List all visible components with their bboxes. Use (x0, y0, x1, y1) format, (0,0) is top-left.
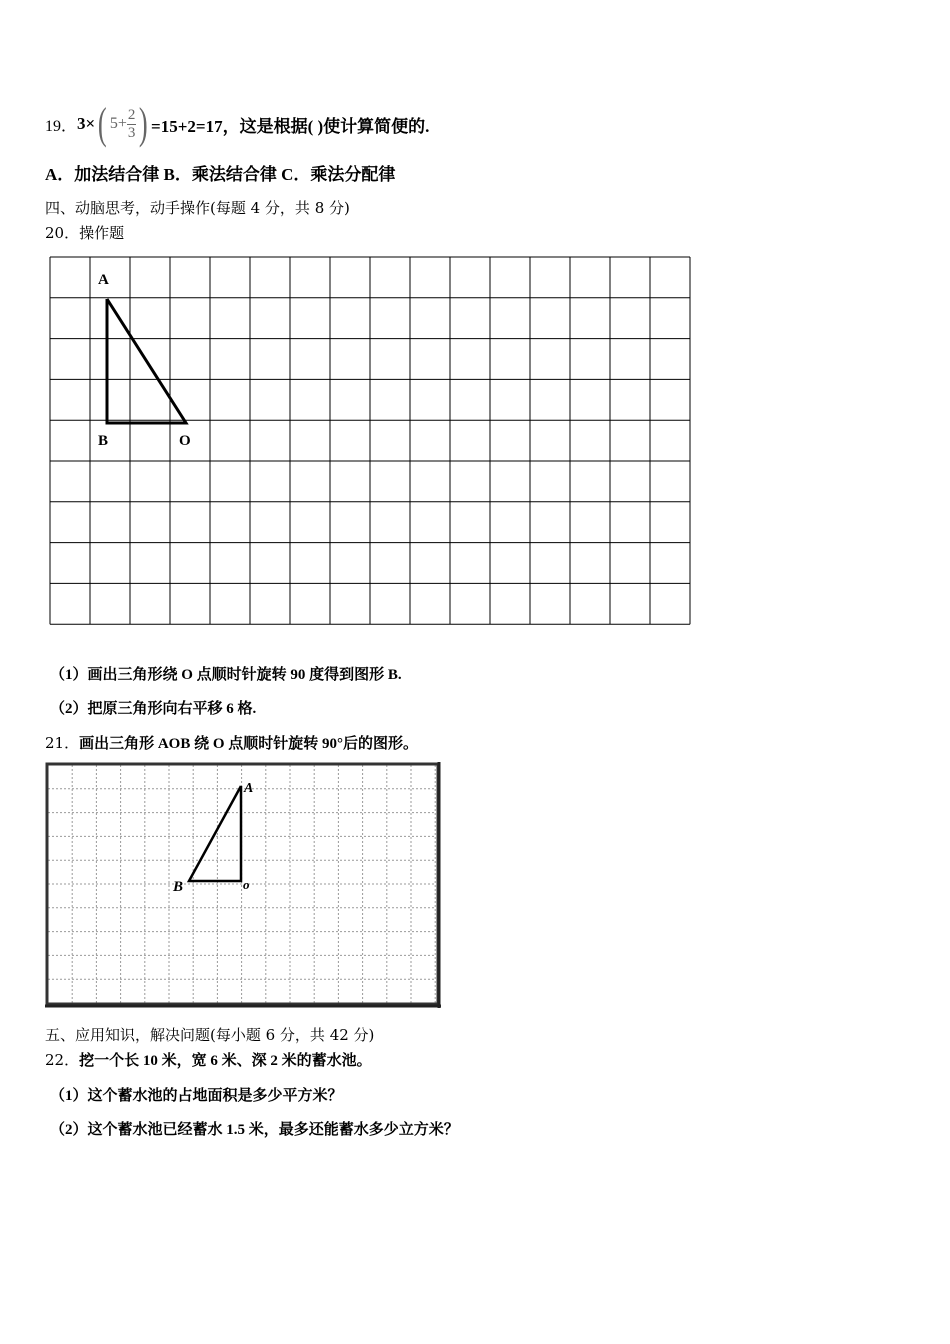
question-number: 19． (45, 117, 78, 135)
label-o: O (179, 433, 191, 449)
label-b: B (98, 433, 109, 449)
right-paren: ) (139, 99, 149, 148)
question-text: 画出三角形 AOB 绕 O 点顺时针旋转 90°后的图形。 (79, 736, 419, 752)
grid-lines (50, 257, 690, 624)
question-title: 操作题 (79, 224, 125, 242)
triangle-abo (107, 299, 186, 423)
question-number: 20． (45, 224, 80, 242)
section-5-heading: 五、应用知识，解决问题(每小题 6 分，共 42 分) (45, 1026, 375, 1044)
expression-prefix: 3× (77, 114, 96, 133)
label-a: A (244, 781, 254, 796)
question-19 (45, 100, 429, 148)
question-number: 21． (45, 734, 80, 752)
question-19-options: A．加法结合律 B．乘法结合律 C．乘法分配律 (45, 165, 396, 184)
label-a: A (98, 272, 109, 288)
question-number: 22． (45, 1051, 80, 1069)
expression-suffix: =15+2=17，这是根据( )使计算简便的. (151, 116, 430, 136)
label-o: o (243, 877, 250, 892)
section-4-heading: 四、动脑思考，动手操作(每题 4 分，共 8 分) (45, 199, 350, 217)
question-text: 挖一个长 10 米，宽 6 米、深 2 米的蓄水池。 (79, 1053, 372, 1069)
whole-part: 5+ (109, 115, 127, 132)
question-21 (45, 732, 418, 753)
fraction (127, 107, 137, 142)
q22-sub-1: （1）这个蓄水池的占地面积是多少平方米？ (50, 1088, 343, 1104)
label-b: B (173, 879, 184, 895)
left-paren: ( (98, 99, 107, 148)
q20-grid-figure (49, 256, 693, 626)
mixed-expression (95, 99, 151, 148)
denominator: 3 (127, 124, 136, 141)
numerator: 2 (127, 106, 136, 123)
q20-sub-1: （1）画出三角形绕 O 点顺时针旋转 90 度得到图形 B. (50, 667, 402, 683)
question-20 (45, 222, 124, 243)
question-22 (45, 1049, 372, 1070)
q22-sub-2: （2）这个蓄水池已经蓄水 1.5 米，最多还能蓄水多少立方米？ (50, 1122, 459, 1138)
q20-sub-2: （2）把原三角形向右平移 6 格. (50, 701, 257, 717)
q21-grid-figure (45, 762, 441, 1008)
